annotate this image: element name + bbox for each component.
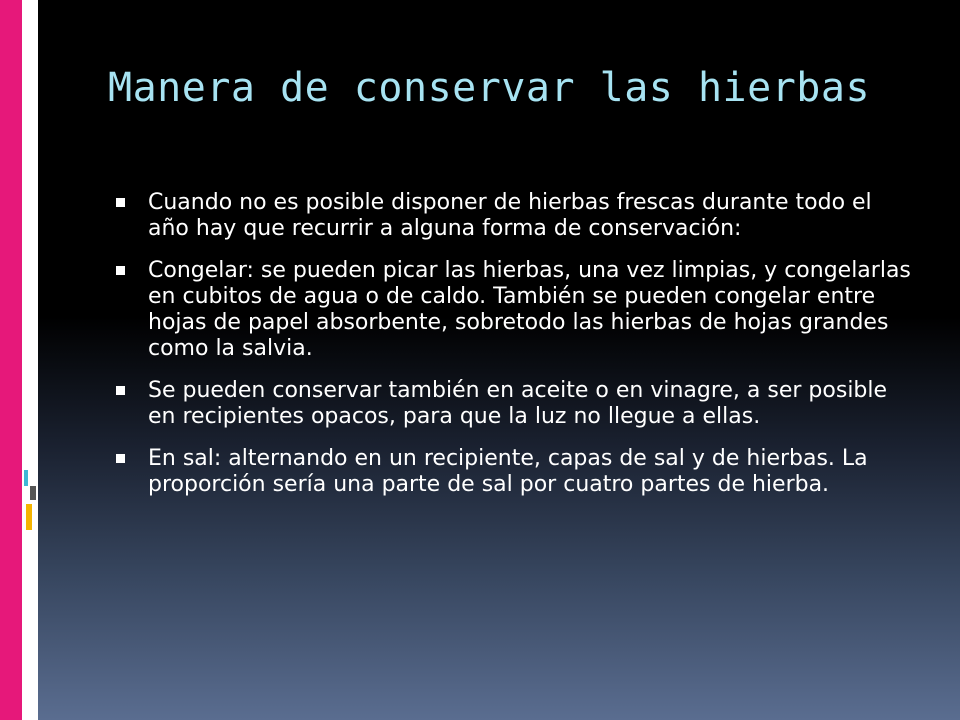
white-stripe [22,0,38,720]
magenta-stripe [0,0,22,720]
bullet-text: Cuando no es posible disponer de hierbas frescas durante todo el año hay que recurrir a alguna forma de conservación: [148,190,872,241]
square-bullet-icon [116,266,125,275]
bullet-text: En sal: alternando en un recipiente, capas de sal y de hierbas. La proporción sería una parte de sal por cuatro partes de hierba. [148,446,868,497]
left-decorative-strip [0,0,38,720]
bullet-text: Congelar: se pueden picar las hierbas, una vez limpias, y congelarlas en cubitos de agua o de caldo. También se pueden congelar entre hojas de papel absorbente, sobretodo las hierbas de hojas grandes como la salvia. [148,258,911,361]
square-bullet-icon [116,198,125,207]
yellow-accent-mark [26,504,32,530]
slide-title: Manera de conservar las hierbas [108,65,871,111]
bullet-item [112,258,912,362]
bullet-list [112,190,912,514]
bullet-item [112,190,912,242]
cyan-accent-mark [24,470,28,486]
bullet-item [112,446,912,498]
square-bullet-icon [116,454,125,463]
square-bullet-icon [116,386,125,395]
bullet-text: Se pueden conservar también en aceite o en vinagre, a ser posible en recipientes opacos, para que la luz no llegue a ellas. [148,378,888,429]
gray-accent-mark [30,486,36,500]
bullet-item [112,378,912,430]
